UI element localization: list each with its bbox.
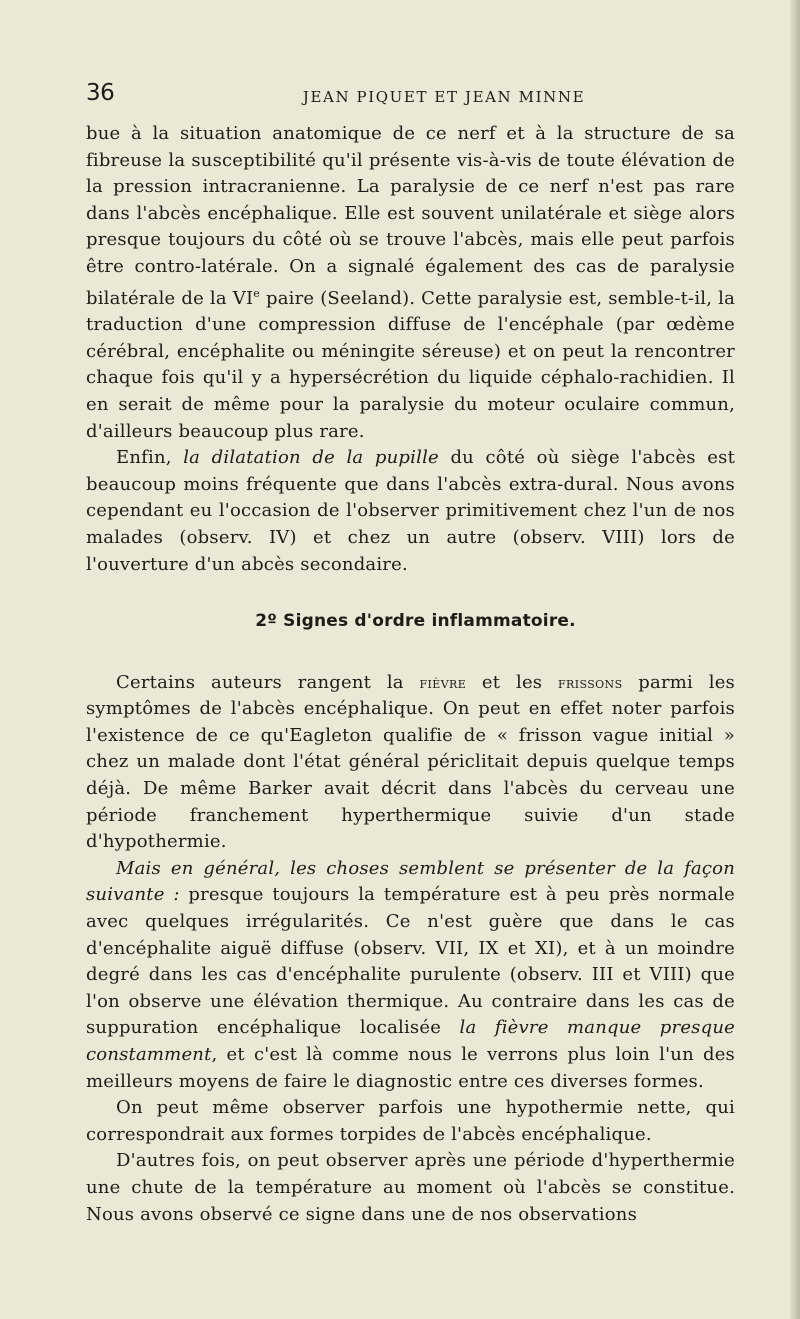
- paragraph-1-end: paire (Seeland). Cette paralysie est, semble-t-il, la traduction d'une compression diffuse de l'encéphale (par œdème cérébral, encéphalite ou méningite séreuse) et on peut la rencontrer chaque fois qu'il y a hypersécrétion du liquide céphalo-rachidien. Il en serait de même pour la paralysie du moteur oculaire commun, d'ailleurs beaucoup plus rare.: [86, 287, 736, 442]
- paragraph-3: [86, 670, 735, 856]
- paragraph-4-end: , et c'est là comme nous le verrons plus loin l'un des meilleurs moyens de faire le diagnostic entre ces diverses formes.: [86, 1044, 735, 1092]
- paragraph-1-text: bue à la situation anatomique de ce nerf et à la structure de sa fibreuse la susceptibilité qu'il présente vis-à-vis de toute élévation de la pression intracranienne. La paralysie de ce nerf n'est pas rare dans l'abcès encéphalique. Elle est souvent unilatérale et siège alors presque toujours du côté où se trouve l'abcès, mais elle peut parfois être contro-latérale. On a signalé également des cas de paralysie bilatérale de la VI: [86, 123, 735, 309]
- small-caps-frissons: frissons: [558, 673, 623, 692]
- page-edge: [790, 0, 800, 1319]
- paragraph-2-emphasis: la dilatation de la pupille: [183, 447, 439, 469]
- page-number: 36: [86, 80, 115, 106]
- paragraph-4-emphasis-2: la fièvre manque presque constamment: [86, 1017, 735, 1065]
- superscript-e: e: [253, 286, 260, 300]
- paragraph-5: On peut même observer parfois une hypothermie nette, qui correspondrait aux formes torpides de l'abcès encéphalique.: [86, 1097, 735, 1145]
- paragraph-2-end: du côté où siège l'abcès est beaucoup moins fréquente que dans l'abcès extra-dural. Nous avons cependant eu l'occasion de l'observer primitivement chez l'un de nos malades (observ. IV) et chez un autre (observ. VIII) lors de l'ouverture d'un abcès secondaire.: [86, 447, 736, 575]
- small-caps-fievre: fièvre: [419, 673, 467, 692]
- paragraph-2-start: Enfin,: [116, 447, 184, 469]
- paragraph-3-end: parmi les symptômes de l'abcès encéphalique. On peut en effet noter parfois l'existence de ce qu'Eagleton qualifie de « frisson vague initial » chez un malade dont l'état général périclitait depuis quelque temps déjà. De même Barker avait décrit dans l'abcès du cerveau une période franchement hyperthermique suivie d'un stade d'hypothermie.: [86, 671, 735, 853]
- running-head: JEAN PIQUET ET JEAN MINNE: [302, 88, 586, 106]
- paragraph-4-emphasis-1: Mais en général, les choses semblent se présenter de la façon suivante :: [86, 857, 735, 906]
- section-heading: 2º Signes d'ordre inflammatoire.: [255, 611, 576, 632]
- page-header: [86, 80, 732, 114]
- paragraph-6: D'autres fois, on peut observer après une période d'hyperthermie une chute de la température au moment où l'abcès se constitue. Nous avons observé ce signe dans une de nos observations: [86, 1150, 735, 1225]
- paragraph-4-mid: presque toujours la température est à peu près normale avec quelques irrégularités. Ce n'est guère que dans le cas d'encéphalite aiguë diffuse (observ. VII, IX et XI), et à un moindre degré dans les cas d'encéphalite purulente (observ. III et VIII) que l'on observe une élévation thermique. Au contraire dans les cas de suppuration encéphalique localisée: [86, 884, 735, 1039]
- paragraph-4: [86, 856, 735, 1095]
- paragraph-3-mid: et les: [466, 671, 558, 693]
- body-text: [86, 121, 735, 1228]
- paragraph-2: [86, 445, 735, 578]
- paragraph-1: [86, 121, 735, 445]
- paragraph-3-start: Certains auteurs rangent la: [116, 671, 420, 693]
